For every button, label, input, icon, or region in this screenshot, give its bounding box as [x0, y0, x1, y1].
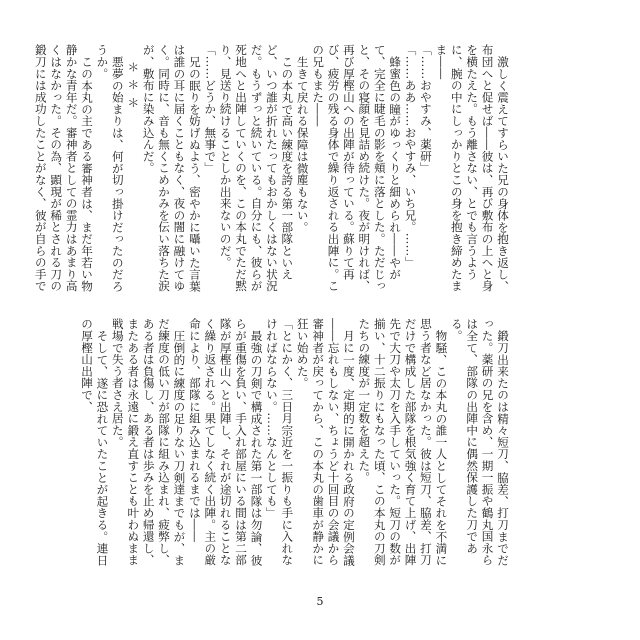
dialogue-line: 「……おやすみ、薬研」	[418, 44, 433, 174]
paragraph: 生きて戻れる保障は微塵もない。	[295, 55, 310, 233]
dialogue-line: 「……ああ……おやすみ、いち兄。……」	[403, 44, 418, 269]
paragraph: この本丸で高い練度を誇る第一部隊といえど、いつ誰が折れたってもおかしくはない状況だ。もうずっと続いている。自分にも、彼らが死地へと出陣していくのを、この本丸でただ黙り、見送り続けることしか出来ないのだ。	[218, 44, 295, 292]
paragraph: 最強の刀剣で構成された第一部隊は勿論、彼らが重傷を負い、手入れ部屋にいる間は第二部隊が厚樫山へと出陣し、それが途切れることなく繰り返される。果てしなく続く出陣。主の厳命により、部隊に組み込まれるまでは――	[187, 318, 264, 566]
text-block-upper	[33, 44, 510, 294]
paragraph: そして、遂に恐れていたことが起きる。連日の厚樫山出陣で、	[80, 318, 110, 566]
paragraph: この本丸の主である審神者は、まだ年若い物静かな青年だ。審神者としての霊力はあまり高くはなかった。その為、顕現が稀とされる刀の鍛刀には成功したことがなく、彼が自らの手で	[33, 44, 95, 292]
paragraph: 鍛刀出来たのは精々短刀、脇差、打刀までだった。薬研の兄を含め、一期一振や鶴丸国永らは全て、部隊の出陣中に偶然保護した刀である。	[449, 318, 510, 566]
dialogue-line: 「……どうか、無事で」	[203, 44, 218, 174]
paragraph: 悪夢の始まりは、何が切っ掛けだったのだろうか。	[95, 44, 125, 292]
paragraph: 圧倒的に練度の足りない刀剣達までもが、まだ練度の低い刀が部隊に組み込まれ、疲弊し、ある者は負傷し、ある者は歩みを止め帰還し、またある者は永遠に鍛え直すことも叶わぬまま戦場で失う者さえ居た。	[110, 318, 187, 566]
paragraph: 激しく震えてすらいた兄の身体を抱き返し、布団へと促せば――彼は、再び敷布の上へと身を横たえた。もう離さない、とでも言うように、腕の中にしっかりとこの身を抱き締めたまま――	[434, 44, 510, 292]
scene-break: ＊＊＊	[126, 61, 141, 115]
text-block-lower	[80, 318, 510, 568]
paragraph: 物騒、この本丸の誰一人としてそれを不満に思う者など居なかった。彼は短刀、脇差、打刀だけで構成した部隊を根気強く育て上げ、出陣先で大刀や太刀を入手していった。短刀の数が揃い、十二振りにもなった頃、この本丸の刀剣たちの練度が一定数を超えた。	[357, 318, 449, 566]
paragraph: 蜂蜜色の瞳がゆっくりと細められ――やがて、完全に睫毛の影を頬に落とした。ただじっと、その寝顔を見詰め続けた。夜が明ければ、再び厚樫山への出陣が待っている。蘇りて再び、疲労の残る身体で繰り返される出陣に。この兄もまた――	[311, 44, 403, 292]
page-number: 5	[316, 595, 324, 608]
paragraph: 兄の眠りを妨げぬよう、密やかに囁いた言葉は誰の耳に届くこともなく、夜の闇に融けてゆく。同時に、音も無くこめかみを伝い落ちた涙が、敷布に染み込んだ。	[141, 44, 202, 292]
paragraph: 月に一度、定期的に開かれる政府の定例会議――忘れもしない、ちょうど十回目の会議から審神者が戻ってから、この本丸の歯車が静かに狂い始めた。	[295, 318, 356, 566]
dialogue-line: 「とにかく、三日月宗近を一振りも手に入れなければならない。……なんとしても」	[264, 318, 295, 566]
